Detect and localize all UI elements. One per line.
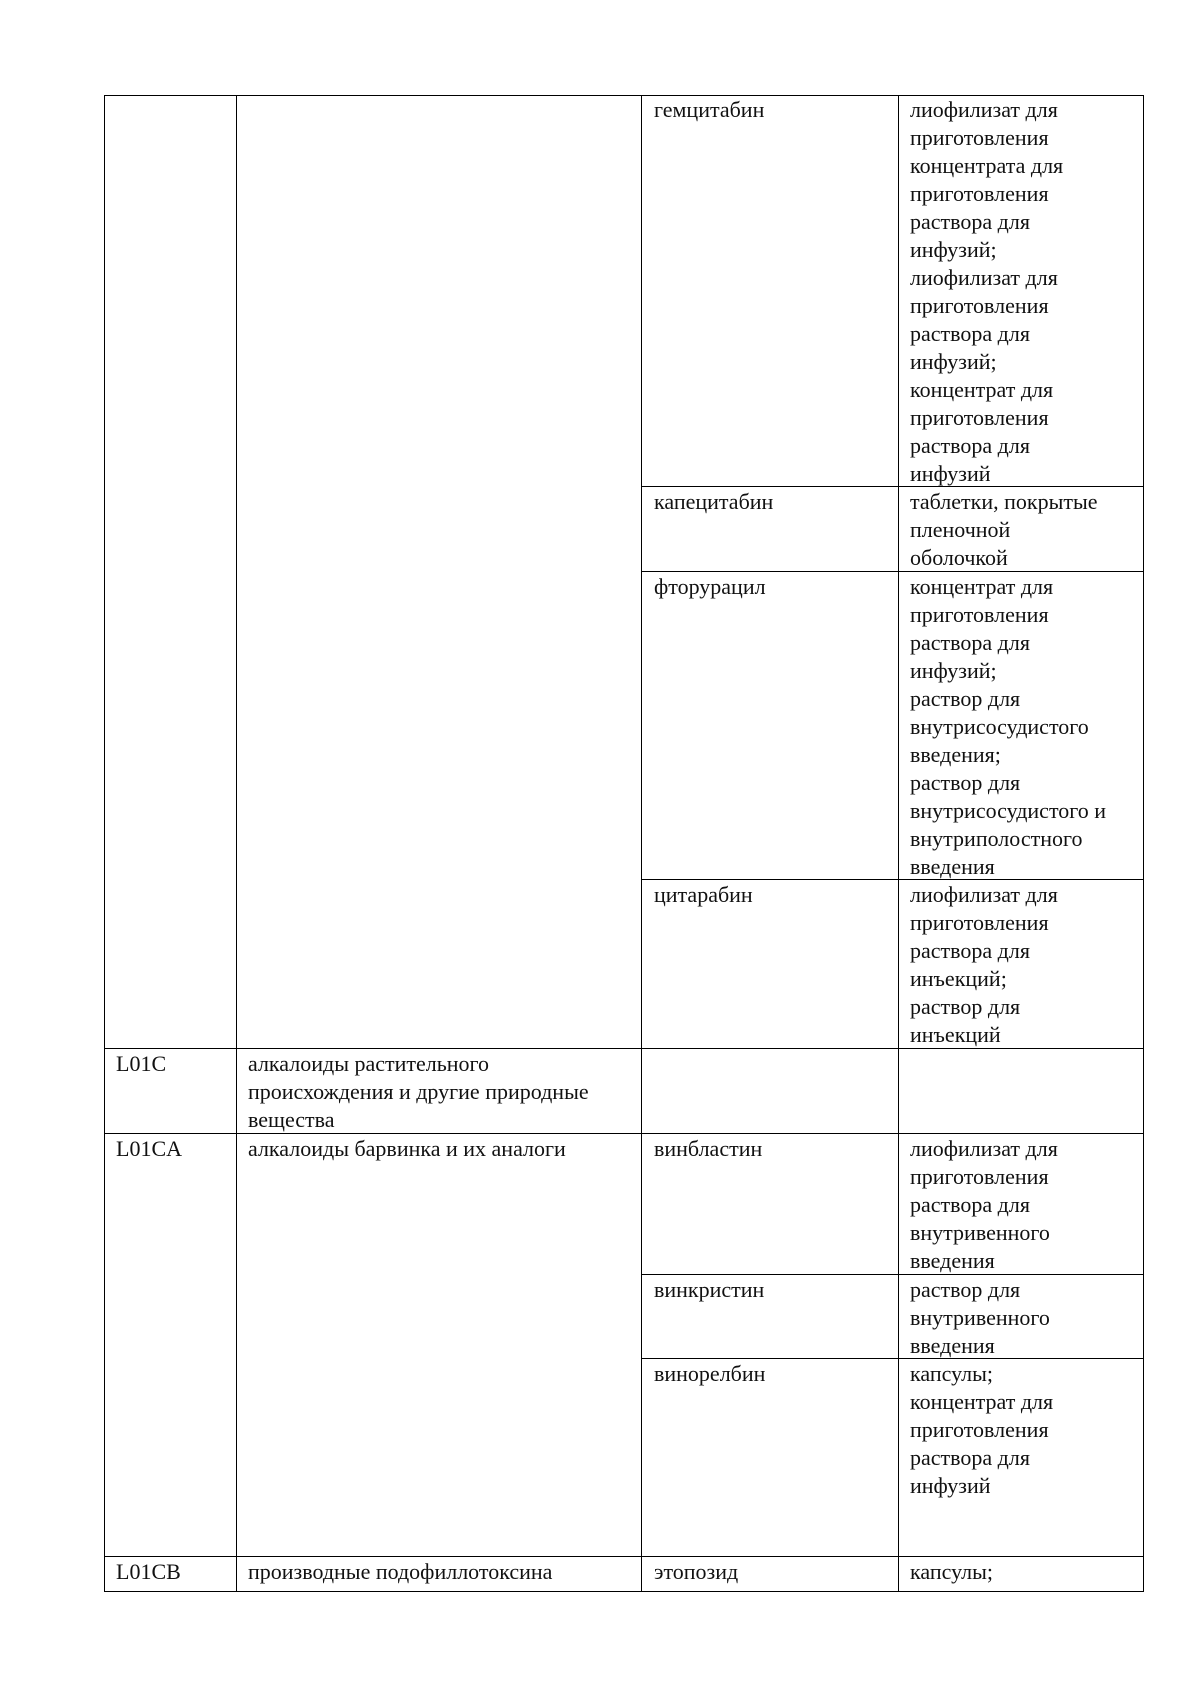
table-border-col2 bbox=[641, 95, 642, 1592]
group-name-cell: алкалоиды барвинка и их аналоги bbox=[248, 1136, 566, 1161]
table-border-col1 bbox=[236, 95, 237, 1592]
dosage-form-cell: таблетки, покрытые пленочной оболочкой bbox=[910, 489, 1098, 570]
table-border-col3 bbox=[898, 95, 899, 1592]
drug-name-cell: капецитабин bbox=[654, 489, 774, 514]
dosage-form-cell: раствор для внутривенного введения bbox=[910, 1277, 1050, 1358]
dosage-form-cell: концентрат для приготовления раствора для инфузий; раствор для внутрисосудистого введения; раствор для внутрисосудистого и внутриполостного введения bbox=[910, 574, 1107, 879]
drug-name-cell: фторурацил bbox=[654, 574, 766, 599]
drug-name-cell: винкристин bbox=[654, 1277, 765, 1302]
dosage-form-cell: капсулы; bbox=[910, 1559, 993, 1584]
dosage-form-cell: лиофилизат для приготовления раствора для внутривенного введения bbox=[910, 1136, 1058, 1273]
table-border-left bbox=[104, 95, 105, 1592]
atc-code-cell: L01CB bbox=[116, 1559, 181, 1584]
table-border-bottom bbox=[104, 1591, 1144, 1592]
drug-name-cell: винбластин bbox=[654, 1136, 763, 1161]
dosage-form-cell: лиофилизат для приготовления концентрата для приготовления раствора для инфузий; лиофилизат для приготовления раствора для инфузий; концентрат для приготовления раствора для инфузий bbox=[910, 97, 1064, 486]
dosage-form-cell: лиофилизат для приготовления раствора для инъекций; раствор для инъекций bbox=[910, 882, 1058, 1047]
drug-name-cell: этопозид bbox=[654, 1559, 739, 1584]
drug-name-cell: винорелбин bbox=[654, 1361, 766, 1386]
group-name-cell: производные подофиллотоксина bbox=[248, 1559, 553, 1584]
drug-name-cell: гемцитабин bbox=[654, 97, 765, 122]
dosage-form-cell: капсулы; концентрат для приготовления раствора для инфузий bbox=[910, 1361, 1054, 1498]
table-border-right bbox=[1143, 95, 1144, 1592]
group-name-cell: алкалоиды растительного происхождения и другие природные вещества bbox=[248, 1051, 589, 1132]
drug-name-cell: цитарабин bbox=[654, 882, 753, 907]
atc-code-cell: L01CA bbox=[116, 1136, 182, 1161]
atc-code-cell: L01C bbox=[116, 1051, 167, 1076]
